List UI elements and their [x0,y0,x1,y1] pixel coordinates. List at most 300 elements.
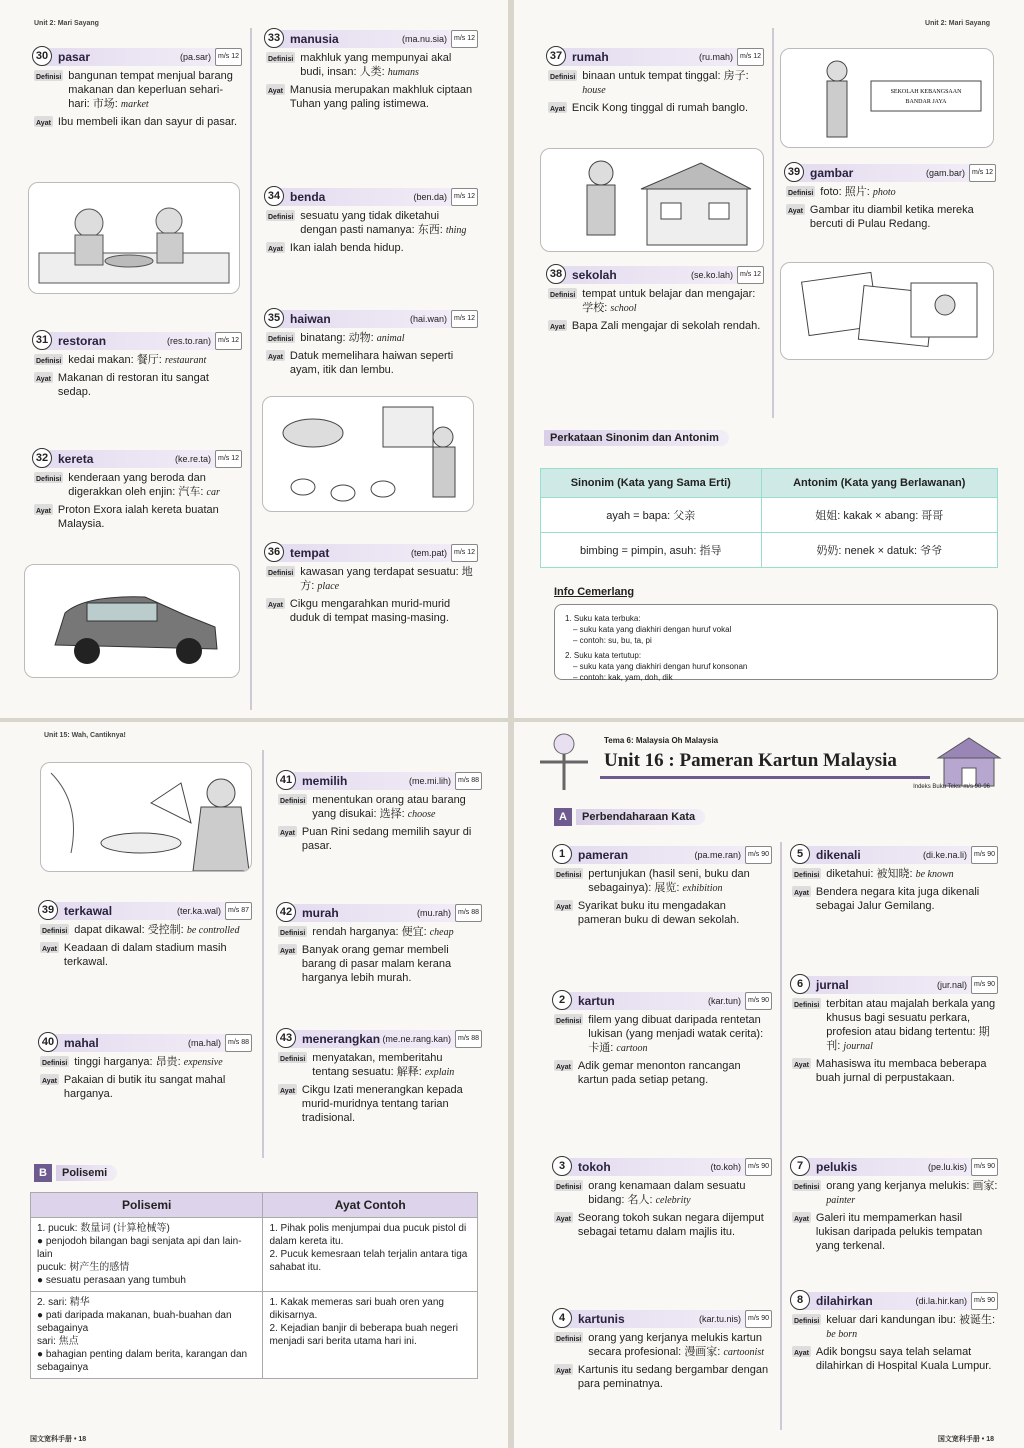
entry-page-ref: m/s 12 [737,266,764,284]
definition-chinese: 漫画家: [684,1346,721,1358]
vocab-entry [554,992,772,1087]
vocab-entry [34,332,242,399]
example-cell: 1. Kakak memeras sari buah oren yang dikisarnya. 2. Kejadian banjir di beberapa buah negeri menjadi sari berita utama hari ini. [263,1292,478,1379]
definition-malay: tinggi harganya: [74,1056,153,1068]
entry-word: restoran [58,334,107,348]
definition-text [820,185,996,200]
example-row [554,899,772,927]
vocab-section-title: Perbendaharaan Kata [576,809,705,825]
definition-english: humans [387,67,419,78]
example-tag: Ayat [278,826,297,837]
antonym-col-header: Antonim (Kata yang Berlawanan) [761,469,997,498]
entry-page-ref: m/s 90 [971,1158,998,1176]
table-row [541,533,998,568]
polisemi-cell: 2. sari: 精华 ● pati daripada makanan, buah-buahan dan sebagainya sari: 焦点 ● bahagian penting dalam berita, karangan dan sebagainya [31,1292,263,1379]
entry-page-ref: m/s 90 [745,846,772,864]
definition-row [792,867,998,882]
entry-heading [41,902,252,920]
definition-chinese: 被知晓: [876,868,913,880]
entry-heading [267,188,478,206]
example-row [548,319,764,333]
entry-heading [267,30,478,48]
example-tag: Ayat [554,900,573,911]
definition-chinese: 便宜: [401,926,427,938]
definition-malay: binatang: [300,332,346,344]
definition-text [68,353,242,368]
entry-page-ref: m/s 12 [969,164,996,182]
example-tag: Ayat [548,320,567,331]
vocab-entry [266,30,478,111]
polisemi-badge: B [34,1164,52,1182]
example-row [34,115,242,129]
vocab-entry [792,846,998,913]
definition-row [792,1179,998,1208]
column-divider [250,28,252,710]
example-tag: Ayat [792,1058,811,1069]
example-row [278,943,482,985]
school-icon [781,49,994,148]
entry-heading [558,846,772,864]
entry-page-ref: m/s 12 [215,450,242,468]
example-row [40,941,252,969]
definition-tag: Definisi [34,472,63,483]
school-illustration [780,48,994,148]
entry-syllables: (to.koh) [710,1162,741,1172]
vocab-entry [792,976,998,1085]
definition-chinese: 期刊: [826,1026,990,1052]
example-sentence: Encik Kong tinggal di rumah banglo. [571,102,749,114]
vocab-section-heading [554,808,705,826]
definition-row [266,51,478,80]
definition-text [300,51,478,80]
definition-chinese: 照片: [844,186,870,198]
unit-header: Unit 15: Wah, Cantiknya! [44,732,126,739]
entry-number: 39 [784,162,804,182]
definition-malay: sesuatu yang tidak diketahui dengan pasti namanya: [300,210,440,236]
vocab-entry [266,544,478,625]
entry-syllables: (gam.bar) [925,168,965,178]
farm-animals-icon [263,397,474,512]
definition-english: expensive [183,1057,223,1068]
entry-heading [549,266,764,284]
entry-word: mahal [64,1036,99,1050]
entry-number: 32 [32,448,52,468]
vocab-entry [792,1158,998,1253]
definition-tag: Definisi [548,70,577,81]
polisemi-section-title: Polisemi [56,1165,117,1181]
example-sentence: Bapa Zali mengajar di sekolah rendah. [571,320,761,332]
entry-page-ref: m/s 12 [737,48,764,66]
market-icon [29,183,240,294]
definition-tag: Definisi [278,794,307,805]
shopping-illustration [40,762,252,872]
vocab-entry [40,1034,252,1101]
definition-chinese: 被诞生: [959,1314,996,1326]
synonym-antonym-table [540,468,998,568]
definition-text [826,997,998,1054]
definition-malay: keluar dari kandungan ibu: [826,1314,956,1326]
info-line: 1. Suku kata terbuka: [565,614,641,623]
example-row [266,597,478,625]
entry-heading [35,450,242,468]
example-sentence: Mahasiswa itu membaca beberapa buah jurnal di perpustakaan. [815,1058,987,1084]
entry-word: benda [290,190,326,204]
entry-heading [558,1310,772,1328]
entry-page-ref: m/s 88 [455,1030,482,1048]
example-tag: Ayat [266,242,285,253]
definition-english: place [317,581,340,592]
definition-chinese: 昂贵: [155,1056,181,1068]
vocab-entry [548,48,764,115]
example-tag: Ayat [554,1060,573,1071]
entry-page-ref: m/s 88 [455,904,482,922]
vocab-entry [786,164,996,231]
definition-malay: kenderaan yang beroda dan digerakkan oleh enjin: [68,472,206,498]
definition-chinese: 解释: [396,1066,422,1078]
entry-word: dikenali [816,848,861,862]
example-tag: Ayat [278,944,297,955]
definition-tag: Definisi [34,70,63,81]
example-sentence: Gambar itu diambil ketika mereka bercuti di Pulau Redang. [809,204,974,230]
vocab-entry [554,846,772,927]
definition-row [40,923,252,938]
definition-tag: Definisi [278,926,307,937]
definition-text [312,1051,482,1080]
synonym-section-title: Perkataan Sinonim dan Antonim [544,430,729,446]
vocab-entry [266,188,478,255]
definition-tag: Definisi [554,1180,583,1191]
example-sentence: Ikan ialah benda hidup. [289,242,404,254]
example-row [34,371,242,399]
entry-heading [796,1292,998,1310]
example-sentence: Pakaian di butik itu sangat mahal harganya. [63,1074,226,1100]
example-tag: Ayat [266,350,285,361]
info-line: – contoh: kak, yam, doh, dik [573,673,673,682]
definition-english: painter [826,1195,856,1206]
definition-text [68,69,242,112]
entry-syllables: (hai.wan) [409,314,447,324]
entry-page-ref: m/s 90 [971,846,998,864]
example-row [548,101,764,115]
example-sentence: Puan Rini sedang memilih sayur di pasar. [301,826,472,852]
vocab-entry [554,1310,772,1391]
definition-text [312,925,482,940]
vocab-section-badge: A [554,808,572,826]
entry-page-ref: m/s 87 [225,902,252,920]
definition-english: be born [826,1329,858,1340]
example-sentence: Adik gemar menonton rancangan kartun pada setiap petang. [577,1060,741,1086]
entry-page-ref: m/s 90 [745,1310,772,1328]
info-line: – contoh: su, bu, ta, pi [573,636,652,645]
definition-text [74,923,252,938]
vocab-entry [278,904,482,985]
entry-word: gambar [810,166,854,180]
definition-english: cartoon [616,1043,648,1054]
entry-page-ref: m/s 90 [971,976,998,994]
definition-text [582,69,764,98]
definition-row [34,471,242,500]
definition-row [792,1313,998,1342]
column-divider [780,842,782,1430]
entry-number: 37 [546,46,566,66]
entry-word: menerangkan [302,1032,381,1046]
info-line: – suku kata yang diakhiri dengan huruf vokal [573,625,732,634]
example-row [786,203,996,231]
definition-tag: Definisi [554,1332,583,1343]
vocab-entry [266,310,478,377]
definition-malay: menyatakan, memberitahu tentang sesuatu: [312,1052,443,1078]
definition-malay: bangunan tempat menjual barang makanan dan keperluan sehari-hari: [68,70,233,110]
example-sentence: Seorang tokoh sukan negara dijemput sebagai tetamu dalam majlis itu. [577,1212,764,1238]
entry-word: pelukis [816,1160,858,1174]
entry-word: tokoh [578,1160,611,1174]
entry-word: jurnal [816,978,849,992]
definition-malay: kedai makan: [68,354,134,366]
entry-heading [279,1030,482,1048]
example-tag: Ayat [792,886,811,897]
vocab-entry [278,1030,482,1125]
definition-text [826,1179,998,1208]
entry-number: 36 [264,542,284,562]
page-bottom-left [0,722,508,1448]
example-sentence: Datuk memelihara haiwan seperti ayam, itik dan lembu. [289,350,454,376]
definition-english: thing [445,225,467,236]
page-top-right [514,0,1024,718]
entry-syllables: (ma.hal) [187,1038,221,1048]
definition-malay: kawasan yang terdapat sesuatu: [300,566,459,578]
definition-malay: orang yang kerjanya melukis: [826,1180,970,1192]
entry-number: 7 [790,1156,810,1176]
school-sign-line1: SEKOLAH KEBANGSAAN [890,89,962,95]
entry-word: sekolah [572,268,617,282]
unit-header: Unit 2: Mari Sayang [34,20,99,27]
definition-tag: Definisi [40,1056,69,1067]
entry-page-ref: m/s 12 [451,310,478,328]
entry-syllables: (res.to.ran) [166,336,211,346]
example-row [792,1057,998,1085]
definition-english: restaurant [164,355,207,366]
definition-tag: Definisi [266,332,295,343]
entry-heading [41,1034,252,1052]
example-tag: Ayat [34,116,53,127]
entry-heading [558,992,772,1010]
entry-syllables: (pe.lu.kis) [927,1162,967,1172]
entry-number: 41 [276,770,296,790]
entry-heading [279,772,482,790]
example-tag: Ayat [40,942,59,953]
definition-malay: dapat dikawal: [74,924,145,936]
definition-english: celebrity [655,1195,691,1206]
entry-number: 33 [264,28,284,48]
definition-chinese: 画家: [972,1180,998,1192]
definition-row [40,1055,252,1070]
definition-text [300,565,478,594]
example-sentence: Ibu membeli ikan dan sayur di pasar. [57,116,238,128]
definition-row [266,331,478,346]
example-sentence: Banyak orang gemar membeli barang di pasar malam kerana harganya lebih murah. [301,944,452,984]
definition-malay: orang yang kerjanya melukis kartun secara profesional: [588,1332,762,1358]
entry-syllables: (me.ne.rang.kan) [382,1034,451,1044]
entry-syllables: (mu.rah) [416,908,451,918]
definition-malay: menentukan orang atau barang yang disukai: [312,794,466,820]
definition-english: market [120,99,149,110]
example-row [792,1345,998,1373]
vocab-entry [554,1158,772,1239]
definition-english: animal [376,333,405,344]
entry-number: 8 [790,1290,810,1310]
entry-page-ref: m/s 90 [745,992,772,1010]
definition-english: school [610,303,637,314]
vocab-entry [792,1292,998,1373]
entry-syllables: (kar.tu.nis) [698,1314,741,1324]
example-row [266,241,478,255]
entry-heading [35,48,242,66]
entry-word: tempat [290,546,330,560]
entry-word: murah [302,906,339,920]
definition-malay: binaan untuk tempat tinggal: [582,70,721,82]
entry-word: haiwan [290,312,331,326]
vocab-entry [34,450,242,531]
entry-page-ref: m/s 12 [451,544,478,562]
definition-row [554,867,772,896]
definition-text [312,793,482,822]
definition-text [588,1179,772,1208]
synonym-section-heading [544,430,729,446]
house-icon [541,149,764,252]
definition-text [588,1331,772,1360]
table-row [541,498,998,533]
example-sentence: Keadaan di dalam stadium masih terkawal. [63,942,227,968]
car-illustration [24,564,240,678]
entry-number: 31 [32,330,52,350]
table-row [31,1218,478,1292]
definition-tag: Definisi [792,1180,821,1191]
example-cell: 1. Pihak polis menjumpai dua pucuk pistol di dalam kereta itu. 2. Pucuk kemesraan telah terjalin antara tiga sahabat itu. [263,1218,478,1292]
example-tag: Ayat [34,372,53,383]
synonym-cell: ayah = bapa: 父亲 [541,498,762,533]
entry-syllables: (tem.pat) [410,548,447,558]
unit-header: Unit 2: Mari Sayang [925,20,990,27]
page-footer: 国文宽科手册 • 18 [30,1436,87,1443]
example-row [40,1073,252,1101]
definition-tag: Definisi [554,1014,583,1025]
definition-chinese: 餐厅: [136,354,162,366]
definition-row [548,69,764,98]
definition-row [34,353,242,368]
entry-page-ref: m/s 12 [451,188,478,206]
example-tag: Ayat [266,84,285,95]
example-sentence: Bendera negara kita juga dikenali sebagai Jalur Gemilang. [815,886,980,912]
entry-number: 38 [546,264,566,284]
definition-tag: Definisi [266,210,295,221]
entry-syllables: (di.ke.na.li) [922,850,967,860]
definition-malay: tempat untuk belajar dan mengajar: [582,288,756,300]
entry-heading [267,310,478,328]
definition-text [300,209,478,238]
photos-illustration [780,262,994,360]
definition-chinese: 汽车: [178,486,204,498]
title-underline [600,776,930,779]
definition-tag: Definisi [792,868,821,879]
entry-heading [279,904,482,922]
definition-tag: Definisi [266,566,295,577]
definition-malay: pertunjukan (hasil seni, buku dan sebagainya): [588,868,750,894]
definition-chinese: 市场: [92,98,118,110]
house-illustration [540,148,764,252]
example-sentence: Adik bongsu saya telah selamat dilahirkan di Hospital Kuala Lumpur. [815,1346,992,1372]
entry-syllables: (di.la.hir.kan) [915,1296,967,1306]
example-row [266,349,478,377]
definition-text [826,1313,998,1342]
definition-malay: filem yang dibuat daripada rentetan lukisan (yang menjadi watak cerita): [588,1014,764,1040]
entry-word: pameran [578,848,629,862]
column-divider [772,28,774,418]
entry-number: 42 [276,902,296,922]
definition-row [786,185,996,200]
example-sentence: Galeri itu mempamerkan hasil lukisan daripada pelukis tempatan yang terkenal. [815,1212,983,1252]
entry-syllables: (se.ko.lah) [690,270,733,280]
example-row [266,83,478,111]
example-tag: Ayat [266,598,285,609]
definition-row [278,1051,482,1080]
definition-chinese: 动物: [348,332,374,344]
example-row [554,1363,772,1391]
definition-english: house [582,85,606,96]
info-box [554,604,998,680]
definition-english: cartoonist [723,1347,764,1358]
example-sentence: Cikgu Izati menerangkan kepada murid-muridnya tentang tarian tradisional. [301,1084,463,1124]
polisemi-cell: 1. pucuk: 数量词 (计算枪械等) ● penjodoh bilangan bagi senjata api dan lain-lain pucuk: 树产生的感情 ● sesuatu perasaan yang tumbuh [31,1218,263,1292]
entry-word: kereta [58,452,94,466]
example-tag: Ayat [34,504,53,515]
example-col-header: Ayat Contoh [263,1193,478,1218]
photo-icon [781,263,994,360]
entry-heading [796,976,998,994]
example-row [278,1083,482,1125]
entry-number: 40 [38,1032,58,1052]
info-line: – suku kata yang diakhiri dengan huruf konsonan [573,662,748,671]
antonym-cell: 姐姐: kakak × abang: 哥哥 [761,498,997,533]
definition-chinese: 东西: [417,224,443,236]
definition-chinese: 人类: [359,66,385,78]
definition-english: be known [915,869,954,880]
entry-number: 30 [32,46,52,66]
definition-tag: Definisi [792,998,821,1009]
definition-tag: Definisi [554,868,583,879]
definition-row [266,209,478,238]
entry-syllables: (ma.nu.sia) [401,34,447,44]
woman-choosing-icon [41,763,252,872]
entry-page-ref: m/s 12 [215,48,242,66]
entry-heading [796,1158,998,1176]
page-top-left [0,0,508,718]
entry-page-ref: m/s 12 [215,332,242,350]
entry-word: kartunis [578,1312,625,1326]
example-tag: Ayat [554,1212,573,1223]
entry-word: kartun [578,994,615,1008]
page-footer: 国文宽科手册 • 18 [937,1436,994,1443]
entry-word: terkawal [64,904,113,918]
example-sentence: Cikgu mengarahkan murid-murid duduk di tempat masing-masing. [289,598,451,624]
definition-chinese: 学校: [582,302,608,314]
column-divider [262,750,264,1158]
definition-tag: Definisi [34,354,63,365]
definition-text [588,1013,772,1056]
definition-english: photo [872,187,896,198]
definition-chinese: 房子: [723,70,749,82]
entry-heading [549,48,764,66]
entry-syllables: (ter.ka.wal) [176,906,221,916]
